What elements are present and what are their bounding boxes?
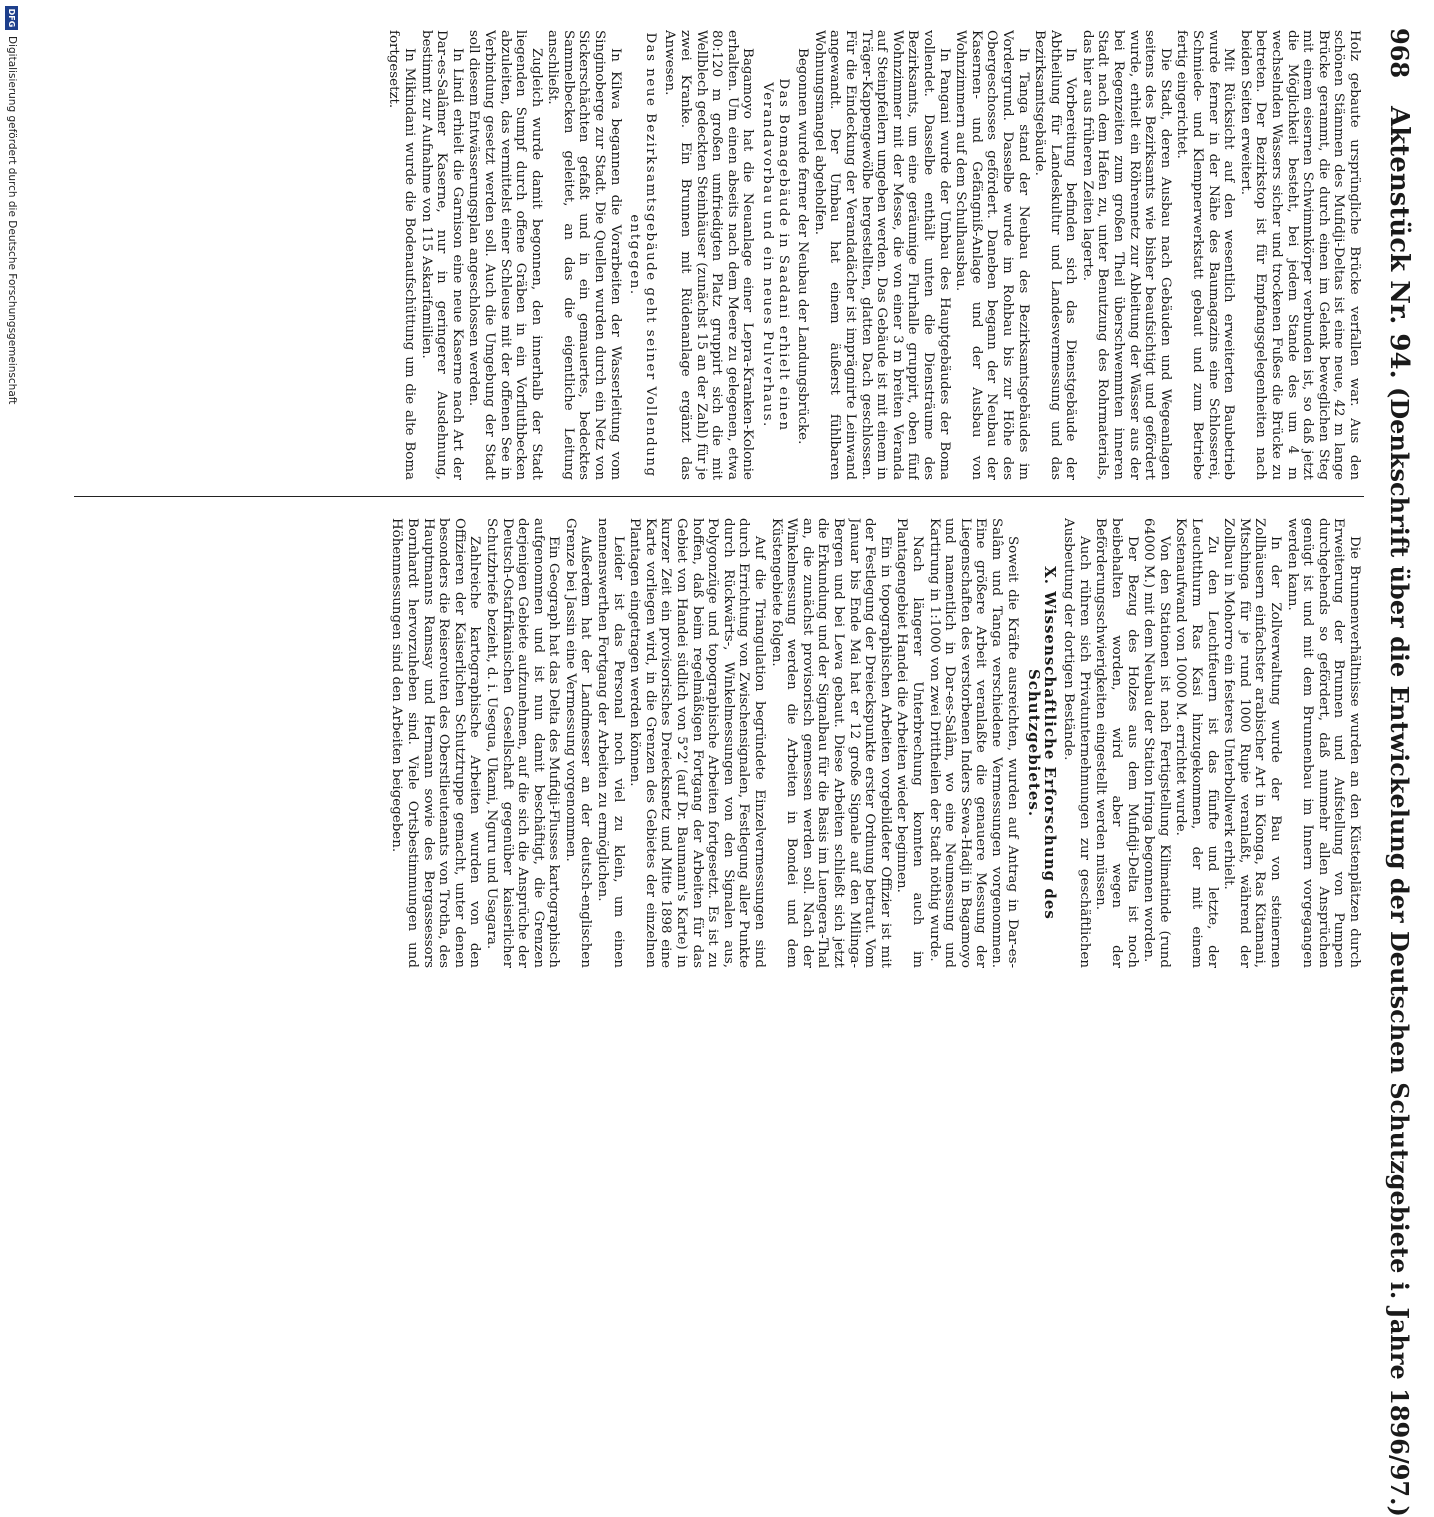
- paragraph: Das neue Bezirksamtsgebäude geht seiner Vollendung entgegen.: [627, 32, 658, 478]
- paragraph: In Kilwa begannen die Vorarbeiten der Wasserleitung vom Singinoberge zur Stadt. Die Quellen wurden durch ein Netz von Sickerschächten gefaßt und in ein gemauertes, bedecktes Sammelbecken geleitet, an das die eigentliche Leitung anschließt.: [545, 30, 623, 480]
- paragraph: In Pangani wurde der Umbau des Hauptgebäudes der Boma vollendet. Dasselbe enthält unten die Diensträume des Bezirksamts, um eine geräumige Flurhalle gruppirt, oben fünf Wohnzimmer mit der Messe, die von einer 3 m breiten Veranda auf Steinpfeilern umgeben werden. Das Gebäude ist mit einem in Träger-Kappengewölbe hergestellten, glatten Dach geschlossen. Für die Eindeckung der Verandadächer ist imprägnirte Leinwand angewandt. Der Umbau hat einem äußerst fühlbaren Wohnungsmangel abgeholfen.: [811, 30, 952, 480]
- paragraph: In Vorbereitung befinden sich das Dienstgebäude der Abtheilung für Landeskultur und Landesvermessung und das Bezirksamtsgebäude.: [1032, 30, 1079, 480]
- page-running-title: [1384, 106, 1414, 1517]
- paragraph: Soweit die Kräfte ausreichten, wurden auf Antrag in Dar-es-Salâm und Tanga verschiedene Vermessungen vorgenommen. Eine größere Arbeit veranlaßte die genauere Messung der Liegenschaften des verstorbenen Inders Sewa-Hadji in Bagamoyo und namentlich in Dar-es-Salâm, wo eine Neumessung und Kartirung in 1:1000 von zwei Drittheilen der Stadt nöthig wurde.: [926, 518, 1020, 968]
- paragraph: Auf die Triangulation begründete Einzelvermessungen sind durch Errichtung von Zwischensignalen, Festlegung aller Punkte durch Rückwärts-, Winkelmessungen von den Signalen aus, Polygonzüge und topographische Arbeiten fortgesetzt. Es ist zu hoffen, daß beim regelmäßigen Fortgang der Arbeiten für das Gebiet von Handei südlich von 5°2' (auf Dr. Baumann's Karte) in kurzer Zeit ein provisorisches Dreiecksnetz und Mitte 1898 eine Karte vorliegen wird, in die Grenzen des Gebietes der einzelnen Plantagen eingetragen werden können.: [627, 518, 768, 968]
- document-subtitle: (Denkschrift über die Entwickelung der Deutschen Schutzgebiete i. Jahre 1896/97.): [1385, 386, 1414, 1517]
- paragraph: In Tanga stand der Neubau des Bezirksamtsgebäudes im Vordergrund. Dasselbe wurde im Rohbau bis zur Höhe des Obergeschosses gefördert. Daneben begann der Neubau der Kasernen- und Gefängniß-Anlage und der Ausbau von Wohnzimmern auf dem Schulhausbau.: [953, 30, 1031, 480]
- paragraph: In Mikindani wurde die Bodenaufschüttung um die alte Boma fortgesetzt.: [386, 30, 417, 480]
- right-column: [62, 518, 1362, 968]
- paragraph: Zugleich wurde damit begonnen, den innerhalb der Stadt liegenden Sumpf durch offene Gräben in ein Vorfluthbecken abzuleiten, das vermittelst einer Schleuse mit der offenen See in Verbindung gesetzt werden soll. Auch die Umgebung der Stadt soll diesem Entwässerungsplan angeschlossen werden.: [466, 30, 544, 480]
- paragraph: Auch rühren sich Privatunternehmungen zur geschäftlichen Ausbeutung der dortigen Bestände.: [1061, 518, 1092, 968]
- paragraph: Der Bezug des Holzes aus dem Mufidji-Delta ist noch beibehalten worden, wird aber wegen der Beförderungsschwierigkeiten eingestellt werden müssen.: [1093, 518, 1140, 968]
- page-header: [1368, 28, 1414, 1517]
- paragraph: Holz gebaute ursprüngliche Brücke verfallen war. Aus den schönen Stämmen des Mufidji-Deltas ist eine neue, 42 m lange Brücke gerammt, die durch einen im Gelenk beweglichen Steg mit einem eisernen Schwimmkörper verbunden ist, so daß jetzt die Möglichkeit besteht, bei jedem Stande des um 4 m wechselnden Wassers sicher und trockenen Fußes die Brücke zu betreten. Der Bezirkstop ist für Empfangsgelegenheiten nach beiden Seiten erweitert.: [1237, 30, 1362, 480]
- paragraph: Außerdem hat der Landmesser an der deutsch-englischen Grenze bei Jassin eine Vermessung vorgenommen.: [562, 518, 594, 968]
- paragraph: Zu den Leuchtfeuern ist das fünfte und letzte, der Leuchtthurm Ras Kasi hinzugekommen, der mit einem Kostenaufwand von 10000 M. errichtet wurde.: [1173, 518, 1220, 968]
- paragraph: Zahlreiche kartographische Arbeiten wurden von den Offizieren der Kaiserlichen Schutztruppe gemacht, unter denen besonders die Reiserouten des Oberstlieutenants von Trotha, des Hauptmanns Ramsay und Hermann sowie des Bergassessors Bornhardt hervorzuheben sind. Viele Ortsbestimmungen und Höhenmessungen sind den Arbeiten beigegeben.: [389, 518, 483, 968]
- paragraph: Mit Rücksicht auf den wesentlich erweiterten Baubetrieb wurde ferner in der Nähe des Baumagazins eine Schlosserei, Schmiede- und Klempnerwerkstatt gebaut und zum Betriebe fertig eingerichtet.: [1174, 30, 1237, 480]
- paragraph: Die Brunnenverhältnisse wurden an den Küstenplätzen durch Erweiterung der Brunnen und Aufstellung von Pumpen durchgehends so gefördert, daß nunmehr allen Ansprüchen genügt ist und mit dem Brunnenbau im Innern vorgegangen werden kann.: [1284, 518, 1362, 968]
- paragraph: In Lindi erhielt die Garnison eine neue Kaserne nach Art der Dar-es-Salâmer Kaserne, nur in geringerer Ausdehnung, bestimmt zur Aufnahme von 115 Askarifamilien.: [418, 30, 465, 480]
- column-divider: [74, 496, 1364, 497]
- dfg-logo-icon: DFG: [5, 6, 18, 30]
- document-number: Aktenstück Nr. 94.: [1384, 106, 1414, 379]
- paragraph: Bagamoyo hat die Neuanlage einer Lepra-Kranken-Kolonie erhalten. Um einen abseits nach dem Meere zu gelegenen, etwa 80:120 m großen umfriedigten Platz gruppirt sich die mit Wellblech gedeckten Steinhäuser (zunächst 15 an der Zahl) für je zwei Kranke. Ein Brunnen mit Rüdenanlage ergänzt das Anwesen.: [662, 30, 756, 480]
- digitization-credit: [0, 0, 22, 1000]
- left-column: [62, 30, 1362, 480]
- paragraph: In der Zollverwaltung wurde der Bau von steinernen Zollhäusern einfachster arabischer Art in Kionga, Ras Kitamani, Mtschinga für je rund 1000 Rupie veranlaßt, während der Zollbau in Mohorro ein festeres Unterbollwerk erhielt.: [1221, 518, 1284, 968]
- paragraph: Ein in topographischen Arbeiten vorgebildeter Offizier ist mit der Festlegung der Dreieckspunkte erster Ordnung betraut. Vom Januar bis Ende Mai hat er 12 große Signale auf den Milinga-Bergen und bei Lewa gebaut. Diese Arbeiten schließt sich jetzt die Erkundung und der Signalbau für die Basis im Luengera-Thal an, die zunächst provisorisch gemessen werden soll. Nach der Winkelmessung werden die Arbeiten in Bondei und dem Küstengebiete folgen.: [768, 518, 893, 968]
- page-number: 968: [1385, 28, 1414, 79]
- paragraph: Die Stadt, deren Ausbau nach Gebäuden und Wegeanlagen seitens des Bezirksamts wie bisher beaufsichtigt und gefördert wurde, erhielt ein Röhrennetz zur Ableitung der Wässer aus der bei Regenzeiten zum großen Theil überschwemmten inneren Stadt nach dem Hafen zu, unter Benutzung des Rohrmaterials, das hier aus früheren Zeiten lagerte.: [1079, 30, 1173, 480]
- paragraph: Das Bomagebäude in Saadani erhielt einen Verandavorbau und ein neues Pulverhaus.: [760, 78, 791, 432]
- credit-text: Digitalisierung gefördert durch die Deutsche Forschungsgemeinschaft: [6, 36, 18, 405]
- paragraph: Ein Geograph hat das Delta des Mufidji-Flusses kartographisch aufgenommen und ist nun damit beschäftigt, die Grenzen derjenigen Gebiete aufzunehmen, auf die sich die Ansprüche der Deutsch-Ostafrikanischen Gesellschaft gegenüber kaiserlicher Schutzbriefe bezieht, d. i. Usegua, Ukami, Nguru und Usagara.: [483, 518, 562, 968]
- paragraph: Leider ist das Personal noch viel zu klein, um einen nennenswerthen Fortgang der Arbeiten zu ermöglichen.: [595, 518, 626, 968]
- paragraph: Von den Stationen ist nach Fertigstellung Kilimatinde (rund 64000 M.) mit dem Neubau der Station Iringa begonnen worden.: [1141, 518, 1172, 968]
- section-heading: X. Wissenschaftliche Erforschung des Schutzgebietes.: [1025, 566, 1059, 920]
- paragraph: Nach längerer Unterbrechung konnten auch im Plantagengebiet Handei die Arbeiten wieder beginnen.: [894, 518, 925, 968]
- paragraph: Begonnen wurde ferner der Neubau der Landungsbrücke.: [795, 48, 811, 445]
